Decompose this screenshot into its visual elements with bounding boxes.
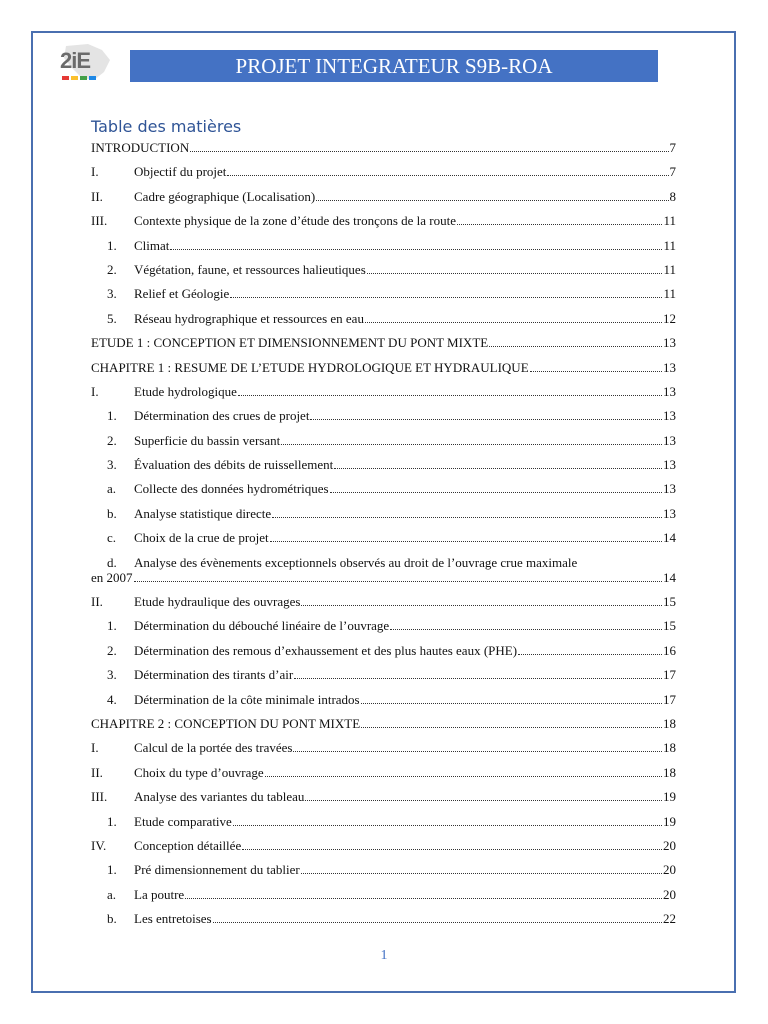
toc-entry-number: 2. [107, 642, 117, 658]
toc-entry-number: 2. [107, 261, 117, 277]
toc-entry-page: 14 [663, 530, 676, 546]
toc-entry-page: 17 [663, 691, 676, 707]
toc-entry[interactable] [91, 311, 676, 326]
toc-entry-page: 7 [669, 164, 676, 180]
dot-leader [233, 824, 662, 826]
toc-entry-page: 13 [663, 481, 676, 497]
toc-entry-page: 12 [663, 310, 676, 326]
dot-leader [242, 848, 662, 850]
toc-entry-number: a. [107, 886, 117, 902]
toc-entry-title: Analyse des variantes du tableau [134, 789, 305, 805]
dot-leader [518, 653, 662, 655]
toc-entry-title: Collecte des données hydrométriques [134, 481, 329, 497]
toc-entry[interactable] [91, 594, 676, 609]
toc-entry[interactable] [91, 789, 676, 804]
dot-leader [365, 321, 662, 323]
toc-entry-page: 11 [663, 237, 676, 253]
toc-entry[interactable] [91, 618, 676, 633]
toc-entry-number: II. [91, 594, 103, 610]
toc-entry[interactable] [91, 164, 676, 179]
logo-text: 2iE [60, 48, 91, 73]
toc-entry-page: 16 [663, 642, 676, 658]
toc-entry-page: 20 [663, 886, 676, 902]
logo-bar-green [80, 76, 87, 80]
dot-leader [367, 272, 663, 274]
toc-entry-page: 13 [663, 457, 676, 473]
toc-entry-number: III. [91, 213, 108, 229]
toc-entry-number: 1. [107, 618, 117, 634]
toc-entry[interactable] [91, 384, 676, 399]
toc-entry-number: IV. [91, 837, 107, 853]
dot-leader [270, 540, 662, 542]
dot-leader [301, 604, 662, 606]
toc-entry-page: 8 [669, 188, 676, 204]
dot-leader [281, 443, 662, 445]
toc-entry-number: 1. [107, 408, 117, 424]
toc-entry-number: 5. [107, 310, 117, 326]
dot-leader [294, 677, 662, 679]
toc-entry-page: 11 [663, 261, 676, 277]
toc-entry-title: ETUDE 1 : CONCEPTION ET DIMENSIONNEMENT DU PONT MIXTE [91, 335, 489, 351]
dot-leader [330, 491, 662, 493]
toc-heading: Table des matières [91, 117, 242, 136]
toc-entry-title: Calcul de la portée des travées [134, 740, 293, 756]
toc-entry-title: Détermination du débouché linéaire de l’ouvrage [134, 618, 390, 634]
toc-entry-page: 13 [663, 335, 676, 351]
toc-entry-title: Analyse statistique directe [134, 505, 272, 521]
toc-entry-title: Analyse des évènements exceptionnels observés au droit de l’ouvrage crue maximale [134, 554, 578, 570]
toc-entry-number: c. [107, 530, 117, 546]
toc-entry-title: Superficie du bassin versant [134, 432, 281, 448]
dot-leader [293, 750, 662, 752]
toc-entry[interactable] [91, 814, 676, 829]
logo-bar-blue [89, 76, 96, 80]
toc-entry-number: 1. [107, 862, 117, 878]
toc-entry-title: Choix de la crue de projet [134, 530, 269, 546]
toc-entry-page: 13 [663, 505, 676, 521]
toc-entry-title: Les entretoises [134, 911, 212, 927]
toc-entry[interactable] [91, 408, 676, 423]
dot-leader [305, 799, 662, 801]
toc-entry-page: 18 [663, 715, 676, 731]
dot-leader [390, 628, 662, 630]
dot-leader [361, 702, 662, 704]
toc-entry-number: 1. [107, 237, 117, 253]
toc-entry[interactable] [91, 692, 676, 707]
toc-entry-number: III. [91, 789, 108, 805]
dot-leader [530, 370, 662, 372]
toc-entry[interactable] [91, 838, 676, 853]
toc-entry[interactable] [91, 862, 676, 877]
toc-entry[interactable] [91, 335, 676, 350]
toc-entry-number: II. [91, 188, 103, 204]
toc-entry-title: Détermination des crues de projet [134, 408, 310, 424]
toc-entry-title: Végétation, faune, et ressources halieutiques [134, 261, 366, 277]
toc-entry-page: 18 [663, 764, 676, 780]
table-of-contents [91, 140, 676, 936]
toc-entry[interactable] [91, 506, 676, 521]
toc-entry-number: I. [91, 164, 99, 180]
toc-entry-title: Évaluation des débits de ruissellement [134, 457, 334, 473]
toc-entry[interactable] [91, 667, 676, 682]
toc-entry-number: d. [107, 554, 117, 570]
toc-entry-title: Climat [134, 237, 170, 253]
toc-entry-page: 13 [663, 359, 676, 375]
toc-entry-title: Etude hydraulique des ouvrages [134, 594, 301, 610]
dot-leader [230, 296, 662, 298]
toc-entry-page: 20 [663, 862, 676, 878]
toc-entry[interactable] [91, 887, 676, 902]
toc-entry-title: Contexte physique de la zone d’étude des tronçons de la route [134, 213, 457, 229]
toc-entry-title: Pré dimensionnement du tablier [134, 862, 300, 878]
title-banner: PROJET INTEGRATEUR S9B-ROA [130, 50, 658, 82]
toc-entry-title: CHAPITRE 1 : RESUME DE L’ETUDE HYDROLOGIQUE ET HYDRAULIQUE [91, 359, 529, 375]
toc-entry-number: 3. [107, 457, 117, 473]
toc-entry-number: 2. [107, 432, 117, 448]
toc-entry-page: 13 [663, 383, 676, 399]
toc-entry[interactable] [91, 433, 676, 448]
dot-leader [316, 199, 668, 201]
toc-entry-title: Choix du type d’ouvrage [134, 764, 264, 780]
toc-entry-title: INTRODUCTION [91, 140, 190, 155]
toc-entry-title: Détermination des remous d’exhaussement et des plus hautes eaux (PHE) [134, 642, 518, 658]
logo-bar-yellow [71, 76, 78, 80]
toc-entry[interactable] [91, 213, 676, 228]
dot-leader [238, 394, 662, 396]
toc-entry[interactable] [91, 555, 676, 585]
toc-entry[interactable] [91, 765, 676, 780]
toc-entry[interactable] [91, 481, 676, 496]
toc-entry[interactable] [91, 716, 676, 731]
logo-bar-red [62, 76, 69, 80]
toc-entry-page: 13 [663, 408, 676, 424]
toc-entry-number: b. [107, 911, 117, 927]
dot-leader [361, 726, 662, 728]
toc-entry-title: Etude comparative [134, 813, 232, 829]
dot-leader [310, 418, 662, 420]
toc-entry-number: 3. [107, 286, 117, 302]
toc-entry[interactable] [91, 911, 676, 926]
page-number: 1 [380, 948, 388, 963]
toc-entry-title: CHAPITRE 2 : CONCEPTION DU PONT MIXTE [91, 715, 361, 731]
toc-entry[interactable] [91, 360, 676, 375]
toc-entry-page: 22 [663, 911, 676, 927]
institution-logo [58, 42, 118, 82]
toc-entry-title: Cadre géographique (Localisation) [134, 188, 316, 204]
toc-entry-page: 15 [663, 594, 676, 610]
toc-entry-number: I. [91, 383, 99, 399]
dot-leader [213, 921, 662, 923]
dot-leader [489, 345, 662, 347]
toc-entry-page: 11 [663, 286, 676, 302]
dot-leader [134, 580, 662, 582]
toc-entry-title: Conception détaillée [134, 837, 242, 853]
toc-entry-title: Etude hydrologique [134, 383, 237, 399]
toc-entry-number: I. [91, 740, 99, 756]
dot-leader [185, 897, 662, 899]
toc-entry-page: 17 [663, 667, 676, 683]
toc-entry[interactable] [91, 740, 676, 755]
toc-entry[interactable] [91, 530, 676, 545]
toc-entry-title: Détermination de la côte minimale intrados [134, 691, 360, 707]
toc-entry-page: 7 [669, 140, 676, 155]
toc-entry[interactable] [91, 262, 676, 277]
dot-leader [272, 516, 662, 518]
dot-leader [170, 248, 662, 250]
toc-entry[interactable] [91, 643, 676, 658]
toc-entry[interactable] [91, 457, 676, 472]
toc-entry-number: 4. [107, 691, 117, 707]
toc-entry-title-continued: en 2007 [91, 569, 133, 585]
toc-entry-page: 15 [663, 618, 676, 634]
toc-entry-title: Détermination des tirants d’air [134, 667, 294, 683]
toc-entry-page: 13 [663, 432, 676, 448]
toc-entry-page: 19 [663, 813, 676, 829]
toc-entry-title: La poutre [134, 886, 185, 902]
toc-entry-number: a. [107, 481, 117, 497]
toc-entry-number: II. [91, 764, 103, 780]
toc-entry[interactable] [91, 189, 676, 204]
dot-leader [265, 775, 662, 777]
toc-entry-page: 11 [663, 213, 676, 229]
toc-entry-page: 19 [663, 789, 676, 805]
toc-entry[interactable] [91, 238, 676, 253]
toc-entry-title: Réseau hydrographique et ressources en eau [134, 310, 364, 326]
toc-entry-page: 20 [663, 837, 676, 853]
toc-entry-number: b. [107, 505, 117, 521]
dot-leader [227, 174, 668, 176]
toc-entry-title: Relief et Géologie [134, 286, 230, 302]
dot-leader [334, 467, 662, 469]
dot-leader [190, 150, 668, 152]
dot-leader [301, 872, 662, 874]
toc-entry-number: 1. [107, 813, 117, 829]
toc-entry-page: 14 [663, 569, 676, 585]
toc-entry[interactable] [91, 286, 676, 301]
toc-entry-number: 3. [107, 667, 117, 683]
dot-leader [457, 223, 662, 225]
toc-entry-title: Objectif du projet [134, 164, 227, 180]
toc-entry[interactable] [91, 140, 676, 155]
toc-entry-page: 18 [663, 740, 676, 756]
